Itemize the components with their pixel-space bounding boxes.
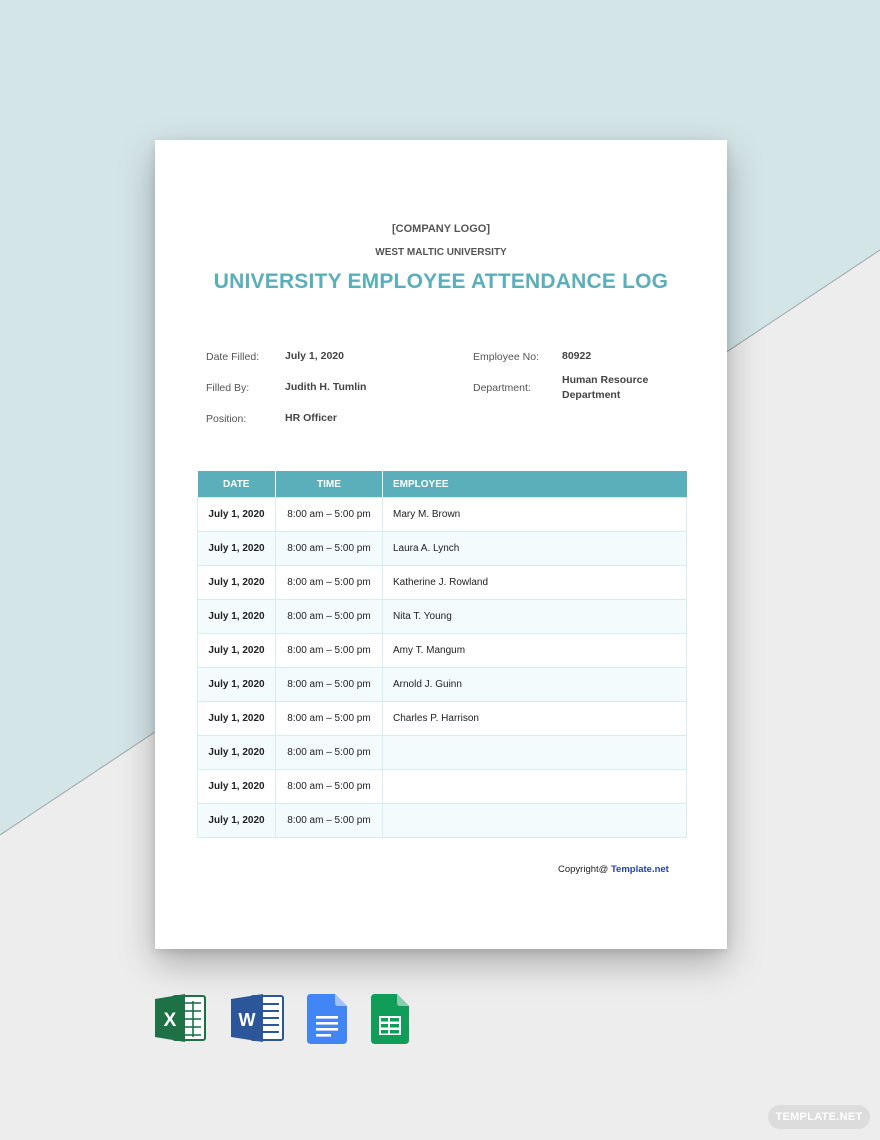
department-value [562, 373, 648, 403]
header-date: DATE [198, 471, 276, 498]
row-employee [383, 804, 687, 838]
google-sheets-icon[interactable] [371, 994, 409, 1044]
table-row [198, 770, 687, 804]
word-letter: W [238, 1010, 256, 1030]
row-time: 8:00 am – 5:00 pm [276, 532, 383, 566]
organization-name: WEST MALTIC UNIVERSITY [375, 247, 507, 258]
copyright-notice [558, 864, 669, 875]
row-date: July 1, 2020 [198, 498, 276, 532]
row-date: July 1, 2020 [198, 634, 276, 668]
table-row [198, 600, 687, 634]
row-date: July 1, 2020 [198, 770, 276, 804]
header-employee: EMPLOYEE [383, 471, 687, 498]
row-time: 8:00 am – 5:00 pm [276, 702, 383, 736]
department-value-line1: Human Resource [562, 374, 649, 386]
table-row [198, 634, 687, 668]
company-logo-placeholder: [COMPANY LOGO] [392, 223, 490, 235]
row-date: July 1, 2020 [198, 804, 276, 838]
row-date: July 1, 2020 [198, 532, 276, 566]
date-filled-value: July 1, 2020 [285, 350, 344, 362]
filled-by-value: Judith H. Tumlin [285, 381, 367, 393]
department-value-line2: Department [562, 389, 621, 401]
document-page [155, 140, 727, 949]
table-header-row [198, 471, 687, 498]
row-time: 8:00 am – 5:00 pm [276, 600, 383, 634]
row-time: 8:00 am – 5:00 pm [276, 634, 383, 668]
row-employee [383, 770, 687, 804]
template-net-badge[interactable]: TEMPLATE.NET [768, 1105, 870, 1129]
row-date: July 1, 2020 [198, 600, 276, 634]
table-row [198, 736, 687, 770]
template-net-link[interactable]: Template.net [610, 864, 669, 875]
row-employee: Nita T. Young [383, 600, 687, 634]
header-time: TIME [276, 471, 383, 498]
row-date: July 1, 2020 [198, 566, 276, 600]
row-employee: Laura A. Lynch [383, 532, 687, 566]
row-employee: Charles P. Harrison [383, 702, 687, 736]
position-label: Position: [206, 413, 247, 425]
row-time: 8:00 am – 5:00 pm [276, 566, 383, 600]
excel-icon[interactable] [155, 993, 207, 1043]
row-date: July 1, 2020 [198, 736, 276, 770]
row-time: 8:00 am – 5:00 pm [276, 770, 383, 804]
table-row [198, 804, 687, 838]
row-employee: Arnold J. Guinn [383, 668, 687, 702]
employee-no-label: Employee No: [473, 351, 539, 363]
table-row [198, 532, 687, 566]
department-label: Department: [473, 382, 531, 394]
word-icon[interactable] [231, 993, 285, 1043]
row-date: July 1, 2020 [198, 668, 276, 702]
filled-by-label: Filled By: [206, 382, 250, 394]
row-time: 8:00 am – 5:00 pm [276, 668, 383, 702]
employee-no-value: 80922 [562, 350, 592, 362]
row-employee [383, 736, 687, 770]
excel-letter: X [163, 1010, 177, 1031]
google-docs-icon[interactable] [307, 994, 347, 1044]
row-employee: Mary M. Brown [383, 498, 687, 532]
table-row [198, 702, 687, 736]
attendance-table [197, 471, 687, 838]
table-row [198, 566, 687, 600]
table-row [198, 668, 687, 702]
table-row [198, 498, 687, 532]
row-date: July 1, 2020 [198, 702, 276, 736]
row-time: 8:00 am – 5:00 pm [276, 736, 383, 770]
date-filled-label: Date Filled: [206, 351, 260, 363]
row-employee: Amy T. Mangum [383, 634, 687, 668]
document-title: UNIVERSITY EMPLOYEE ATTENDANCE LOG [213, 270, 669, 293]
row-time: 8:00 am – 5:00 pm [276, 498, 383, 532]
row-time: 8:00 am – 5:00 pm [276, 804, 383, 838]
copyright-prefix: Copyright@ [558, 864, 611, 875]
position-value: HR Officer [285, 412, 337, 424]
row-employee: Katherine J. Rowland [383, 566, 687, 600]
